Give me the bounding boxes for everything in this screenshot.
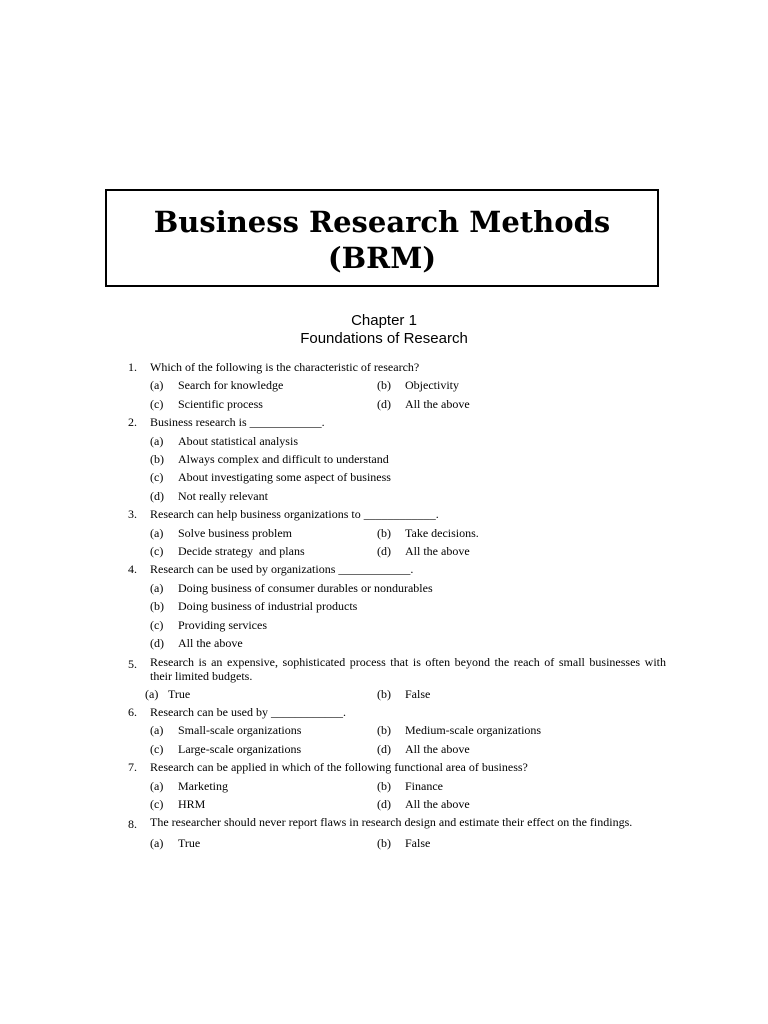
question-8 <box>128 813 666 852</box>
option-b: (b) Take decisions. <box>377 525 479 540</box>
option-c: (c) Large-scale organizations <box>150 741 302 756</box>
option-c: (c) Providing services <box>150 617 267 632</box>
question-1 <box>128 358 666 413</box>
option-d: (d) Not really relevant <box>150 488 268 503</box>
question-text: Research is an expensive, sophisticated process that is often beyond the reach of small businesses with their limited budgets. <box>150 654 666 683</box>
question-number: 8. <box>128 817 137 832</box>
question-number: 6. <box>128 704 137 719</box>
question-text: Research can be used by ____________. <box>150 704 346 719</box>
option-d: (d) All the above <box>377 544 470 559</box>
option-b: (b) False <box>377 835 431 850</box>
question-number: 3. <box>128 507 137 522</box>
option-b: (b) False <box>377 686 431 701</box>
title-box <box>105 189 659 287</box>
question-text: Which of the following is the characteristic of research? <box>150 360 420 374</box>
question-text: Research can help business organizations to ____________. <box>150 507 439 522</box>
option-a: (a) Marketing <box>150 778 228 793</box>
option-a: (a) Small-scale organizations <box>150 723 302 738</box>
option-b: (b) Doing business of industrial products <box>150 599 358 614</box>
option-a: (a) Solve business problem <box>150 525 292 540</box>
option-a: (a) Search for knowledge <box>150 378 284 393</box>
option-c: (c) HRM <box>150 796 206 811</box>
question-text: Research can be applied in which of the following functional area of business? <box>150 760 528 775</box>
question-text: Business research is ____________. <box>150 415 325 430</box>
question-list <box>128 358 666 852</box>
option-b: (b) Objectivity <box>377 378 459 393</box>
question-number: 7. <box>128 760 137 775</box>
document-title: Business Research Methods <box>153 205 611 239</box>
option-c: (c) About investigating some aspect of business <box>150 470 391 485</box>
question-number: 4. <box>128 562 137 577</box>
option-d: (d) All the above <box>377 796 470 811</box>
question-number: 2. <box>128 415 137 430</box>
option-c: (c) Decide strategy and plans <box>150 544 305 559</box>
question-text: Research can be used by organizations ____________. <box>150 562 414 577</box>
question-4 <box>128 560 666 652</box>
option-a: (a) About statistical analysis <box>150 433 298 448</box>
question-7 <box>128 758 666 813</box>
option-d: (d) All the above <box>377 396 470 411</box>
question-number: 1. <box>128 360 137 374</box>
question-text: The researcher should never report flaws in research design and estimate their effect on the findings. <box>150 815 633 830</box>
option-d: (d) All the above <box>150 636 243 651</box>
question-5 <box>128 653 666 703</box>
question-6 <box>128 703 666 758</box>
option-b: (b) Medium-scale organizations <box>377 723 542 738</box>
option-d: (d) All the above <box>377 741 470 756</box>
option-a: (a) True <box>145 686 191 701</box>
question-2 <box>128 413 666 505</box>
document-subtitle: (BRM) <box>327 241 437 275</box>
question-number: 5. <box>128 656 137 671</box>
chapter-label: Chapter 1 <box>351 312 417 329</box>
chapter-name: Foundations of Research <box>300 330 468 347</box>
question-3 <box>128 505 666 560</box>
option-b: (b) Always complex and difficult to understand <box>150 452 389 467</box>
option-a: (a) Doing business of consumer durables or nondurables <box>150 580 433 595</box>
option-b: (b) Finance <box>377 778 443 793</box>
option-c: (c) Scientific process <box>150 396 263 411</box>
option-a: (a) True <box>150 835 201 850</box>
